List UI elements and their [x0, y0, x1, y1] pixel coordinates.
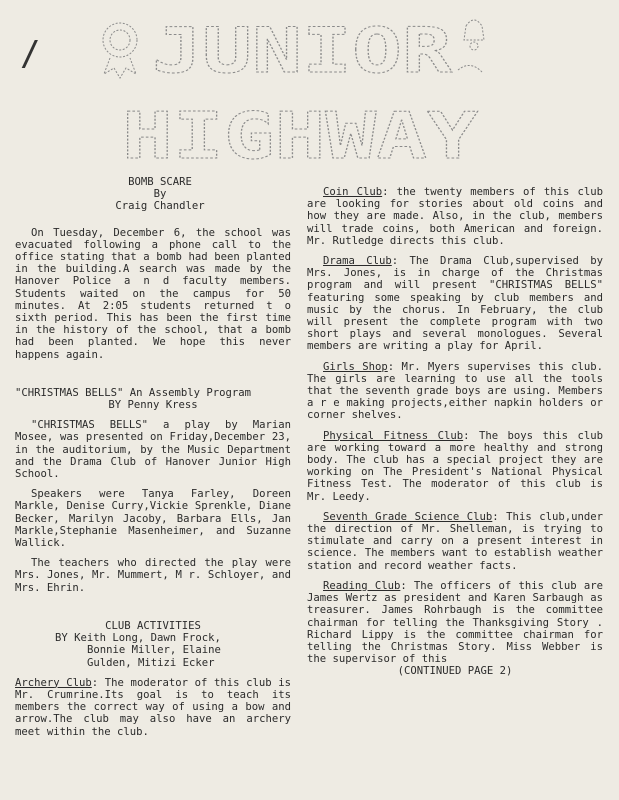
club-activities-byline-1: BY Keith Long, Dawn Frock, [55, 632, 221, 645]
girls-shop-heading: Girls Shop [323, 360, 388, 373]
article-author: Craig Chandler [115, 200, 205, 213]
girls-shop-entry [307, 361, 603, 422]
science-club-text: : This club,under the direction of Mr. Shelleman, is trying to stimulate and carry on a present interest in science. The members want to establish weather station and record weather facts. [307, 510, 604, 572]
masthead [0, 0, 619, 170]
christmas-bells-paragraph-2: Speakers were Tanya Farley, Doreen Markle, Denise Curry,Vickie Sprenkle, Diane Becker, Marilyn Jacoby, Barbara Ells, Jan Markle,Stephanie Masenheimer, and Suzanne Wallick. [15, 488, 291, 550]
drama-club-heading: Drama Club [323, 255, 392, 268]
masthead-title-line2: HIGHWAY [122, 100, 479, 170]
left-column [15, 176, 291, 738]
article-title-club-activities: CLUB ACTIVITIES [105, 619, 201, 632]
masthead-title-line1: JUNIOR [152, 14, 453, 87]
wreath-icon [103, 23, 137, 78]
girls-shop-text: : Mr. Myers supervises this club. The girls are learning to use all the tools that the seventh grade boys are using. Members a r e making projects,either napkin holders or corner shelves. [307, 360, 604, 422]
bell-icon [458, 20, 484, 72]
drama-club-text: : The Drama Club,supervised by Mrs. Jones, is in charge of the Christmas program and will present "CHRISTMAS BELLS" featuring some speaking by club members and music by the chorus. In February, the club will present the complete program with two short plays and several monologues. Several members are writing a play for April. [307, 255, 604, 353]
article-title-christmas-bells: "CHRISTMAS BELLS" An Assembly Program [15, 386, 251, 399]
club-activities-byline-2: Bonnie Miller, Elaine [87, 644, 221, 657]
archery-club-heading: Archery Club [15, 676, 92, 689]
reading-club-text: : The officers of this club are James Wertz as president and Karen Sarbaugh as treasurer. James Rohrbaugh is the committee chairman for telling the Thanksgiving Story . Richard Lippy is the committee chairman for telling the Christmas Story. Miss Webber is the supervisor of this [307, 579, 603, 666]
right-column [307, 186, 603, 678]
christmas-bells-paragraph-1: "CHRISTMAS BELLS" a play by Marian Mosee, was presented on Friday,December 23, in the auditorium, by the Music Department and the Drama Club of Hanover Junior High School. [15, 419, 291, 481]
article-byline-christmas-bells: BY Penny Kress [108, 399, 198, 412]
coin-club-heading: Coin Club [323, 186, 383, 198]
christmas-bells-paragraph-3: The teachers who directed the play were Mrs. Jones, Mr. Mummert, M r. Schloyer, and Mrs. Ehrin. [15, 557, 291, 594]
reading-club-entry [307, 580, 603, 665]
science-club-heading: Seventh Grade Science Club [323, 510, 493, 523]
physical-fitness-club-text: : The boys this club are working toward a more healthy and strong body. The club has a special project they are working on The President's National Physical Fitness Test. The moderator of this club is Mr. Leedy. [307, 429, 604, 503]
continued-note: (CONTINUED PAGE 2) [397, 665, 513, 678]
margin-slash-mark: / [20, 34, 41, 74]
article-title-bomb-scare: BOMB SCARE [128, 176, 192, 188]
reading-club-heading: Reading Club [323, 579, 401, 592]
archery-club-entry [15, 677, 291, 738]
coin-club-text: : the twenty members of this club are looking for stories about old coins and how they are made. Also, in the club, members will trade coins, both American and foreign. Mr. Rutledge directs this club. [307, 186, 603, 247]
article-body-bomb-scare: On Tuesday, December 6, the school was evacuated following a phone call to the office stating that a bomb had been planted in the building.A search was made by the Hanover Police a n d faculty members. Students waited on the campus for 50 minutes. At 2:05 students returned t o sixth period. This has been the first time in the history of the school, that a bomb had been planted. We hope this never happens again. [15, 226, 291, 361]
club-activities-byline-3: Gulden, Mitizi Ecker [87, 656, 215, 669]
physical-fitness-club-heading: Physical Fitness Club [323, 429, 464, 442]
science-club-entry [307, 511, 603, 572]
physical-fitness-club-entry [307, 430, 603, 503]
coin-club-entry [307, 186, 603, 247]
archery-club-text: : The moderator of this club is Mr. Crumrine.Its goal is to teach its members the correct way of using a bow and arrow.The club may also have an archery meet within the club. [15, 676, 292, 738]
article-byline-label: By [153, 188, 167, 201]
drama-club-entry [307, 255, 603, 353]
